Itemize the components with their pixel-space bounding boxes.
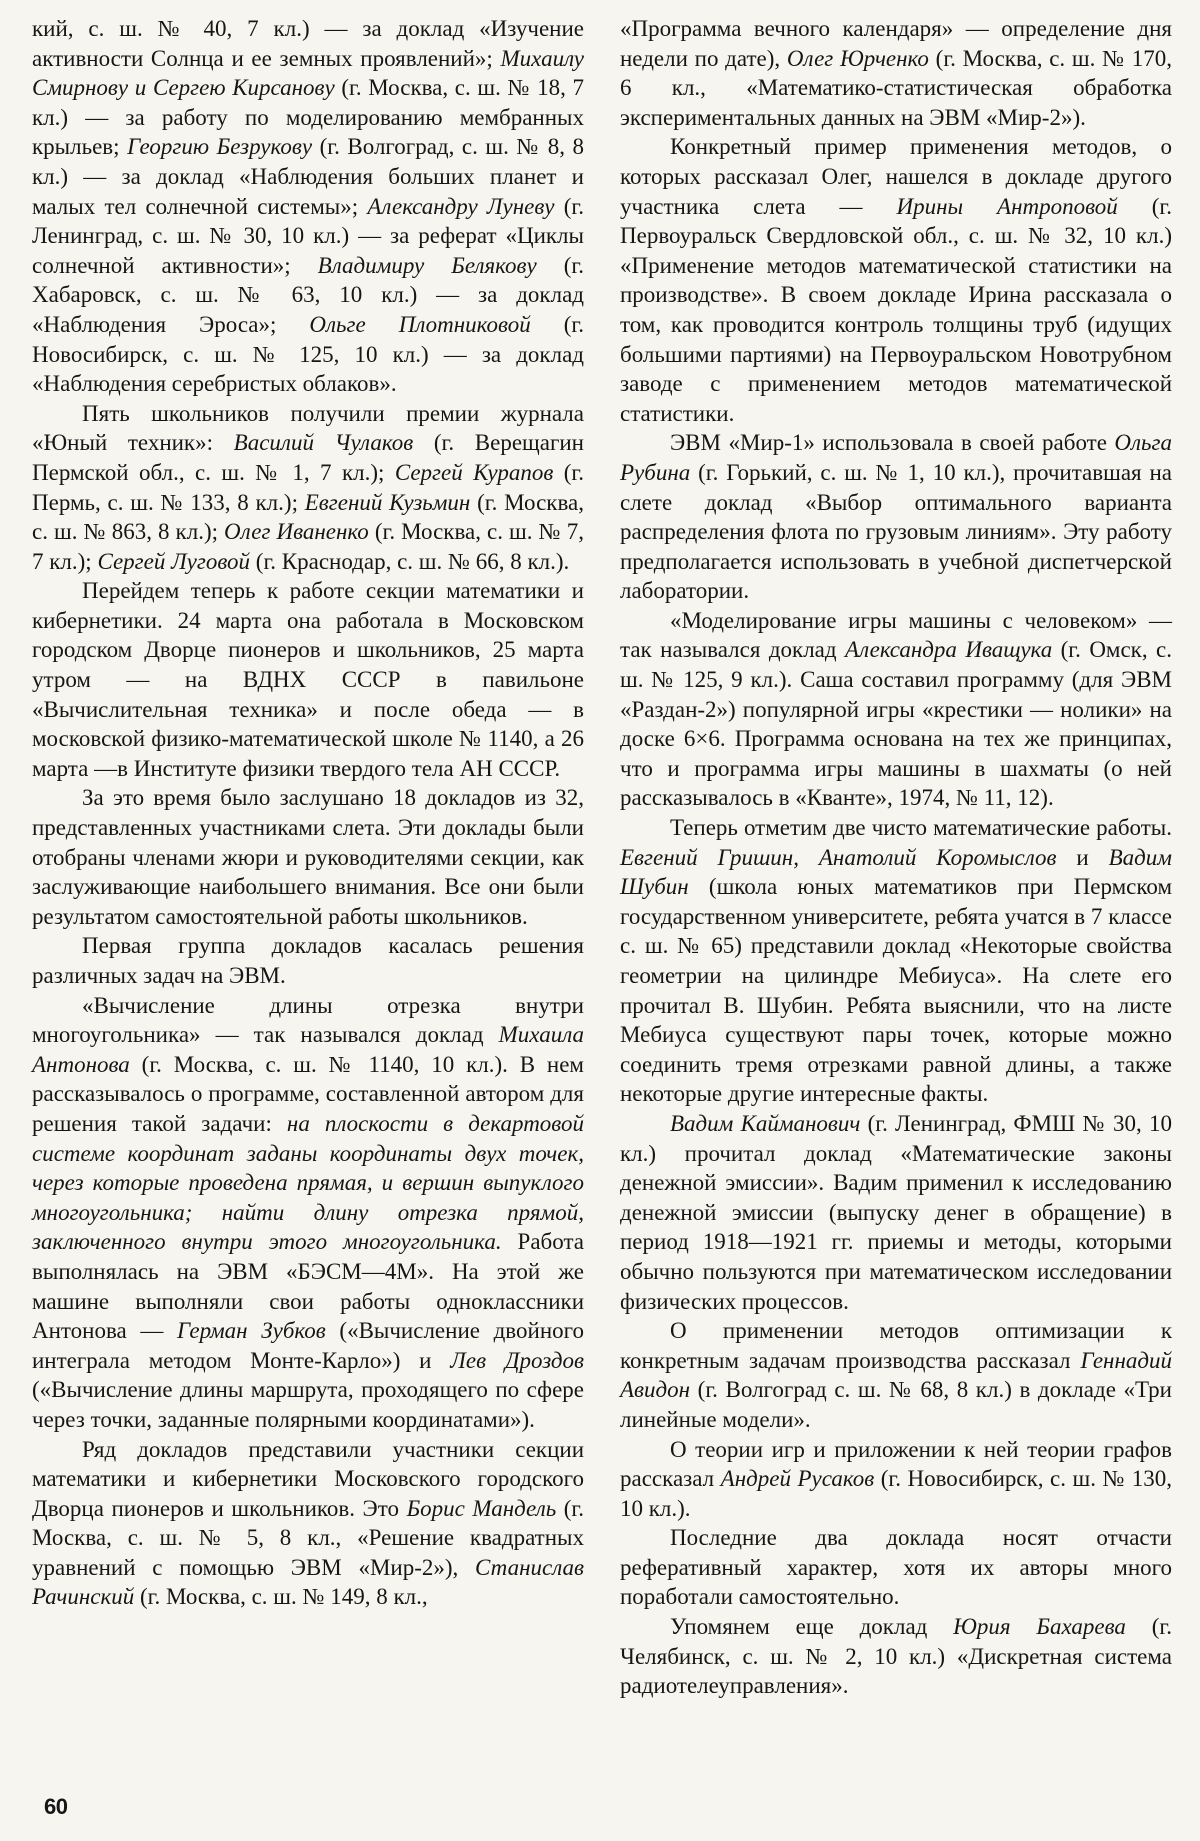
italic-name: Лев Дроздов [450, 1347, 584, 1373]
italic-name: Олег Юрченко [786, 45, 929, 71]
italic-name: Георгию Безрукову [127, 134, 313, 160]
left-column-paragraph [32, 576, 584, 783]
italic-name: Вадим Шубин [620, 844, 1172, 900]
text-run: (г. Ленинград, ФМШ № 30, 10 кл.) прочитал доклад «Математические законы денежной эмиссии». Вадим применил к исследованию денежной эмиссии (выпуску денег в обращение) в период 1918—1921 гг. приемы и методы, которыми обычно пользуются при математическом исследовании физических процессов. [620, 1110, 1172, 1314]
italic-name: Евгений Кузьмин [304, 489, 471, 515]
italic-name: Сергей Курапов [394, 459, 554, 485]
text-run: (г. Ленинград, с. ш. № 30, 10 кл.) — за реферат «Циклы солнечной активности»; [32, 193, 585, 278]
text-run: «Программа вечного календаря» — определение дня недели по дате), [620, 16, 1172, 71]
page-number: 60 [44, 1794, 68, 1819]
text-run: (г. Волгоград с. ш. № 68, 8 кл.) в докладе «Три линейные модели». [620, 1377, 1172, 1432]
italic-name: Владимиру Белякову [317, 252, 537, 278]
text-run: Перейдем теперь к работе секции математики и кибернетики. 24 марта она работала в Московском городском Дворце пионеров и школьников, 25 марта утром — на ВДНХ СССР в павильоне «Вычислительная техника» и после обеда — в московской физико-математической школе № 1140, а 26 марта —в Институте физики твердого тела АН СССР. [32, 578, 584, 781]
text-run: (г. Москва, с. ш. № 1140, 10 кл.). В нем рассказывалось о программе, составленной автором для решения такой задачи: [32, 1051, 584, 1136]
italic-name: Андрей Русаков [720, 1466, 875, 1492]
text-run: Последние два доклада носят отчасти реферативный характер, хотя их авторы много поработали самостоятельно. [620, 1525, 1172, 1610]
left-column-paragraph [32, 399, 584, 577]
text-run: (г. Первоуральск Свердловской обл., с. ш. № 32, 10 кл.) «Применение методов математической статистики на производстве». В своем докладе Ирина рассказала о том, как проводится контроль толщины труб (идущих большими партиями) на Первоуральском Новотрубном заводе с применением методов математической статистики. [620, 193, 1172, 426]
right-column-paragraph [620, 428, 1172, 606]
italic-name: Евгений Гришин, Анатолий Коромыслов [620, 844, 1057, 870]
text-run: (г. Новосибирск, с. ш. № 130, 10 кл.). [620, 1466, 1172, 1521]
left-column-paragraph [32, 931, 584, 990]
italic-name: Александра Иващука [845, 637, 1053, 663]
italic-name: Вадим Кайманович [670, 1110, 861, 1136]
text-run: (г. Верещагин Пермской обл., с. ш. № 1, 7 кл.); [32, 430, 584, 485]
text-run: Первая группа докладов касалась решения различных задач на ЭВМ. [32, 933, 584, 988]
text-run: Теперь отметим две чисто математические работы. [670, 815, 1172, 841]
text-run: (г. Пермь, с. ш. № 133, 8 кл.); [32, 459, 585, 515]
right-column-paragraph [620, 1109, 1172, 1316]
text-run: За это время было заслушано 18 докладов из 32, представленных участниками слета. Эти доклады были отобраны членами жюри и руководителями секции, как заслуживающие наибольшего внимания. Все они были результатом самостоятельной работы школьников. [32, 785, 584, 929]
italic-name: Сергей Луговой [97, 548, 251, 574]
italic-name: Герман Зубков [177, 1318, 326, 1344]
text-run: («Вычисление двойного интеграла методом Монте-Карло») и [32, 1318, 584, 1373]
right-column-paragraph [620, 1612, 1172, 1701]
left-column-paragraph [32, 14, 584, 399]
right-column-paragraph [620, 1523, 1172, 1612]
italic-name: Олег Иваненко [224, 519, 369, 545]
text-run: кий, с. ш. № 40, 7 кл.) — за доклад «Изучение активности Солнца и ее земных проявлений»; [32, 16, 584, 71]
italic-name: Борис Мандель [406, 1495, 557, 1521]
text-run: «Моделирование игры машины с человеком» — так назывался доклад [620, 607, 1172, 663]
italic-name: на плоскости в декартовой системе координат заданы координаты двух точек, через которые проведена прямая, и вершин выпуклого многоугольника; найти длину отрезка прямой, заключенного внутри этого многоугольника. [32, 1110, 584, 1255]
text-run: Ряд докладов представили участники секции математики и кибернетики Московского городского Дворца пионеров и школьников. Это [32, 1436, 584, 1521]
text-run: (школа юных математиков при Пермском государственном университете, ребята учатся в 7 классе с. ш. № 65) представили доклад «Некоторые свойства геометрии на цилиндре Мебиуса». На слете его прочитал В. Шубин. Ребята выяснили, что на листе Мебиуса существуют пары точек, которые можно соединить тремя отрезками равной длины, а также некоторые другие интересные факты. [620, 874, 1172, 1107]
text-run: (г. Хабаровск, с. ш. № 63, 10 кл.) — за доклад «Наблюдения Эроса»; [32, 252, 585, 337]
text-run: «Вычисление длины отрезка внутри многоугольника» — так назывался доклад [32, 992, 584, 1048]
text-run: (г. Москва, с. ш. № 149, 8 кл., [134, 1584, 428, 1610]
right-column-paragraph [620, 606, 1172, 813]
right-text-column [620, 14, 1172, 1784]
text-run: ЭВМ «Мир-1» использовала в своей работе [670, 430, 1115, 456]
text-run: О теории игр и приложении к ней теории графов рассказал [620, 1436, 1172, 1492]
right-column-paragraph [620, 1435, 1172, 1524]
text-run: (г. Омск, с. ш. № 125, 9 кл.). Саша составил программу (для ЭВМ «Раздан-2») популярной игры «крестики — нолики» на доске 6×6. Программа основана на тех же принципах, что и программа игры машины в шахматы (о ней рассказывалось в «Кванте», 1974, № 11, 12). [620, 637, 1172, 811]
italic-name: Геннадий Авидон [620, 1347, 1172, 1403]
left-column-paragraph [32, 1435, 584, 1613]
text-run: (г. Москва, с. ш. № 18, 7 кл.) — за работу по моделированию мембранных крыльев; [32, 75, 584, 160]
text-run: (г. Челябинск, с. ш. № 2, 10 кл.) «Дискретная система радиотелеуправления». [620, 1614, 1172, 1699]
text-run: О применении методов оптимизации к конкретным задачам производства рассказал [620, 1318, 1172, 1373]
italic-name: Михаила Антонова [32, 1022, 584, 1077]
page-body [32, 14, 1172, 1784]
right-column-paragraph [620, 1316, 1172, 1434]
text-run: Упомянем еще доклад [670, 1614, 954, 1640]
text-run: (г. Новосибирск, с. ш. № 125, 10 кл.) — за доклад «Наблюдения серебристых облаков». [32, 311, 584, 397]
text-run: Работа выполнялась на ЭВМ «БЭСМ—4М». На этой же машине выполняли свои работы одноклассники Антонова — [32, 1229, 584, 1344]
left-column-paragraph [32, 991, 584, 1435]
text-run: («Вычисление длины маршрута, проходящего по сфере через точки, заданные полярными координатами»). [32, 1377, 584, 1432]
text-run: (г. Москва, с. ш. № 5, 8 кл., «Решение квадратных уравнений с помощью ЭВМ «Мир-2»), [32, 1495, 584, 1580]
right-column-paragraph [620, 132, 1172, 428]
italic-name: Ольге Плотниковой [309, 311, 531, 337]
text-run: Пять школьников получили премии журнала «Юный техник»: [32, 400, 584, 456]
text-run: (г. Волгоград, с. ш. № 8, 8 кл.) — за доклад «Наблюдения больших планет и малых тел солнечной системы»; [32, 134, 584, 219]
text-run: (г. Москва, с. ш. № 7, 7 кл.); [32, 519, 584, 574]
left-text-column [32, 14, 584, 1784]
italic-name: Юрия Бахарева [953, 1614, 1126, 1640]
italic-name: Станислав Рачинский [32, 1554, 584, 1610]
text-run: Конкретный пример применения методов, о которых рассказал Олег, нашелся в докладе другого участника слета — [620, 134, 1172, 219]
text-run: (г. Москва, с. ш. № 170, 6 кл., «Математико-статистическая обработка экспериментальных данных на ЭВМ «Мир-2»). [620, 45, 1172, 130]
italic-name: Ирины Антроповой [896, 193, 1118, 219]
right-column-paragraph [620, 813, 1172, 1109]
italic-name: Александру Луневу [367, 193, 555, 219]
text-run: (г. Краснодар, с. ш. № 66, 8 кл.). [250, 548, 570, 574]
left-column-paragraph [32, 783, 584, 931]
text-run: и [1056, 844, 1109, 870]
italic-name: Михаилу Смирнову и Сергею Кирсанову [32, 45, 584, 101]
italic-name: Ольга Рубина [620, 430, 1172, 485]
italic-name: Василий Чулаков [233, 430, 414, 456]
right-column-paragraph [620, 14, 1172, 132]
text-run: (г. Горький, с. ш. № 1, 10 кл.), прочитавшая на слете доклад «Выбор оптимального варианта распределения флота по грузовым линиям». Эту работу предполагается использовать в учебной диспетчерской лаборатории. [620, 459, 1172, 604]
text-run: (г. Москва, с. ш. № 863, 8 кл.); [32, 489, 584, 545]
